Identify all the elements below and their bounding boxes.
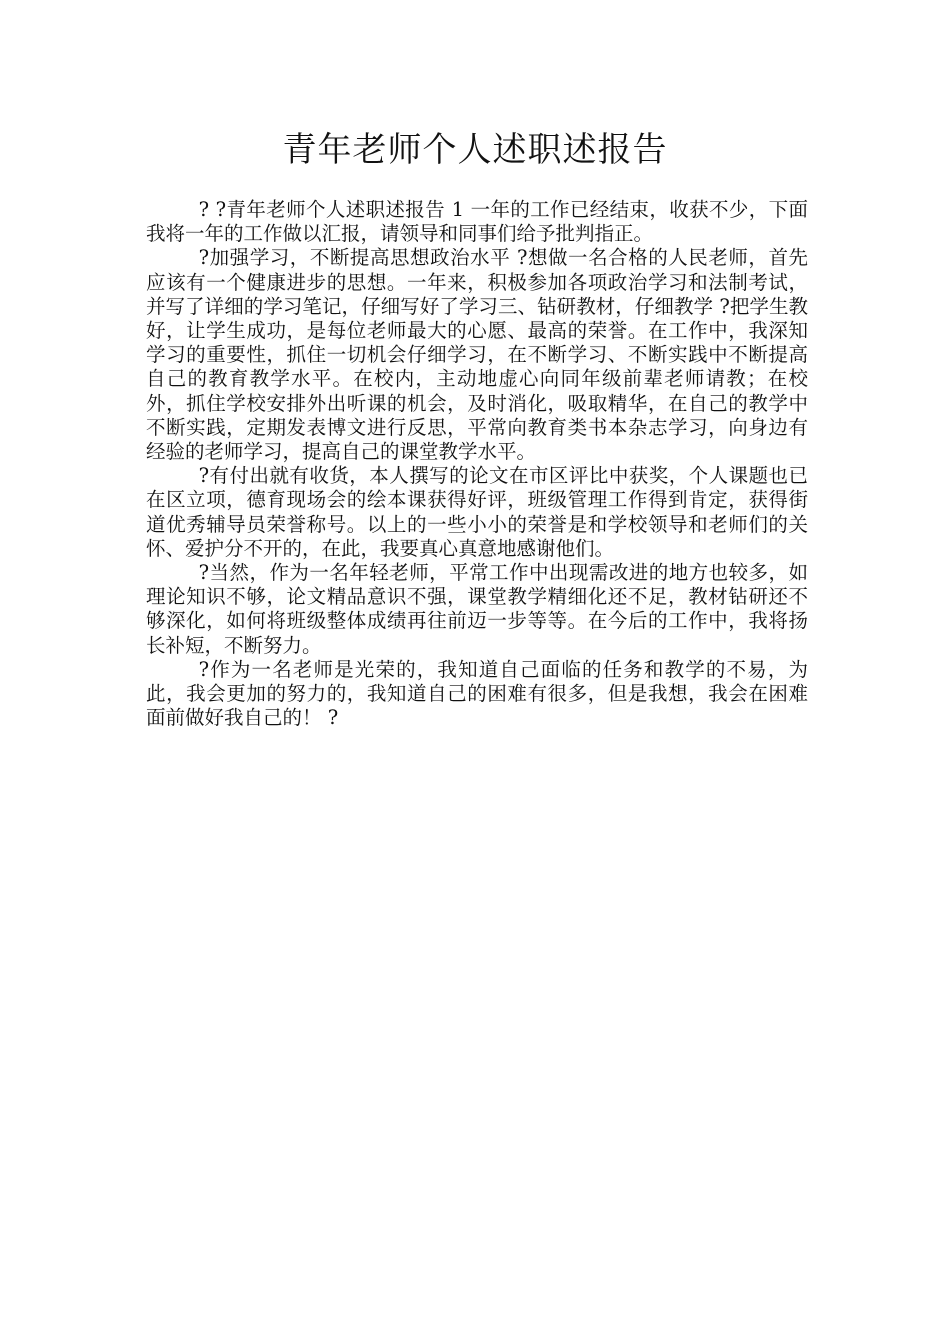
- paragraph-study: ?加强学习，不断提高思想政治水平 ?想做一名合格的人民老师，首先应该有一个健康进步的思想。一年来，积极参加各项政治学习和法制考试，并写了详细的学习笔记，仔细写好了学习三、钻研教材，仔细教学 ?把学生教好，让学生成功，是每位老师最大的心愿、最高的荣誉。在工作中，我深知学习的重要性，抓住一切机会仔细学习，在不断学习、不断实践中不断提高自己的教育教学水平。在校内，主动地虚心向同年级前辈老师请教；在校外，抓住学校安排外出听课的机会，及时消化，吸取精华，在自己的教学中不断实践，定期发表博文进行反思，平常向教育类书本杂志学习，向身边有经验的老师学习，提高自己的课堂教学水平。: [146, 246, 808, 464]
- paragraph-shortcomings: ?当然，作为一名年轻老师，平常工作中出现需改进的地方也较多，如理论知识不够，论文精品意识不强，课堂教学精细化还不足，教材钻研还不够深化，如何将班级整体成绩再往前迈一步等等。在今后的工作中，我将扬长补短，不断努力。: [146, 561, 808, 657]
- document-title: 青年老师个人述职述报告: [282, 130, 668, 170]
- paragraph-conclusion: ?作为一名老师是光荣的，我知道自己面临的任务和教学的不易，为此，我会更加的努力的，我知道自己的困难有很多，但是我想，我会在困难面前做好我自己的！ ?: [146, 657, 808, 730]
- paragraph-achievements: ?有付出就有收货，本人撰写的论文在市区评比中获奖，个人课题也已在区立项，德育现场会的绘本课获得好评，班级管理工作得到肯定，获得街道优秀辅导员荣誉称号。以上的一些小小的荣誉是和学校领导和老师们的关怀、爱护分不开的，在此，我要真心真意地感谢他们。: [146, 464, 808, 560]
- document-body: [146, 198, 808, 730]
- paragraph-intro: ? ?青年老师个人述职述报告 1 一年的工作已经结束，收获不少，下面我将一年的工作做以汇报，请领导和同事们给予批判指正。: [146, 198, 808, 246]
